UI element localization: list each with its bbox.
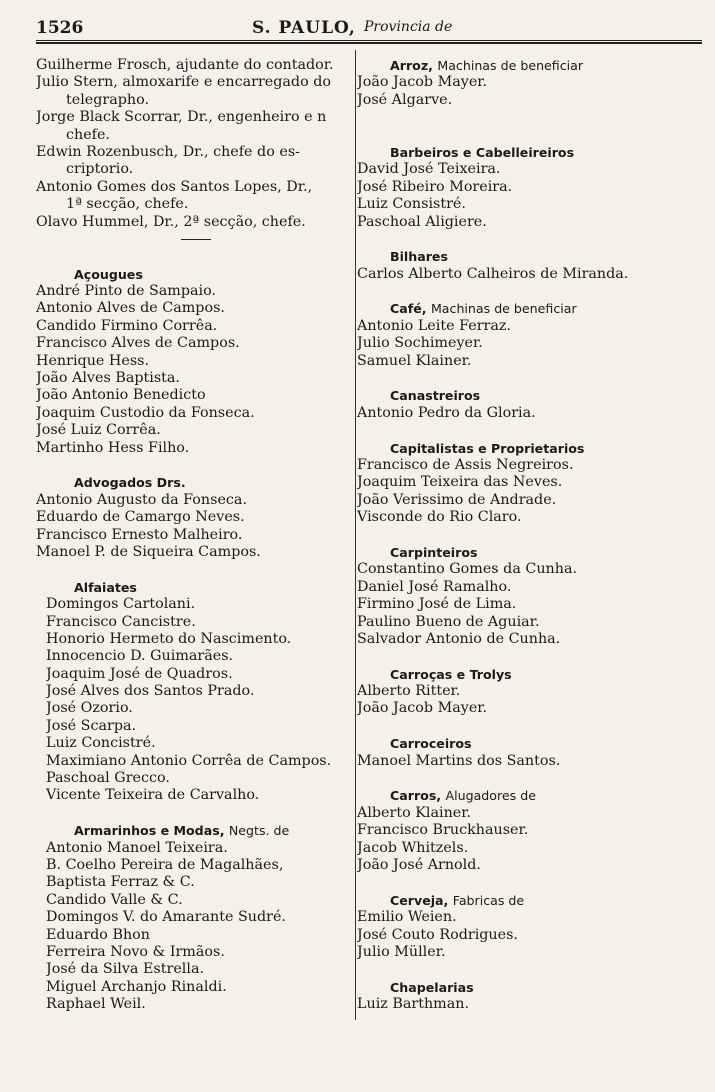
directory-entry: B. Coelho Pereira de Magalhães, (46, 856, 284, 873)
directory-entry: Joaquim Custodio da Fonseca. (36, 404, 255, 421)
section-heading-acougues: Açougues (74, 266, 143, 282)
section-heading-canastreiros: Canastreiros (390, 388, 481, 404)
directory-entry: Samuel Klainer. (357, 352, 472, 369)
directory-entry: David José Teixeira. (357, 161, 501, 178)
directory-entry: Francisco Bruckhauser. (357, 822, 529, 839)
section-heading-carpinteiros: Carpinteiros (390, 544, 478, 560)
directory-entry: Raphael Weil. (46, 996, 146, 1013)
directory-entry: Luiz Concistré. (46, 735, 156, 752)
directory-entry: Honorio Hermeto do Nascimento. (46, 630, 292, 647)
directory-entry: Carlos Alberto Calheiros de Miranda. (357, 265, 629, 282)
section-heading-capitalistas: Capitalistas e Proprietarios (390, 440, 585, 456)
directory-entry: José Algarve. (357, 91, 453, 108)
directory-entry: Luiz Consistré. (357, 196, 466, 213)
directory-entry: Antonio Leite Ferraz. (357, 317, 511, 334)
directory-entry: Baptista Ferraz & C. (46, 874, 195, 891)
directory-entry: Maximiano Antonio Corrêa de Campos. (46, 752, 332, 769)
directory-entry: José Alves dos Santos Prado. (46, 683, 255, 700)
section-heading-chapelarias: Chapelarias (390, 979, 474, 995)
directory-entry: Miguel Archanjo Rinaldi. (46, 978, 227, 995)
section-heading-alfaiates: Alfaiates (74, 579, 137, 595)
section-heading-armarinhos: Armarinhos e Modas, Negts. de (74, 823, 290, 839)
directory-entry: Firmino José de Lima. (357, 596, 517, 613)
directory-entry: Manoel P. de Siqueira Campos. (36, 543, 261, 560)
directory-entry: José Luiz Corrêa. (36, 422, 161, 439)
header-rule-thick (36, 42, 702, 44)
staff-entry-continuation: chefe. (66, 126, 110, 143)
section-heading-carrocas: Carroças e Trolys (390, 666, 512, 682)
directory-entry: João Antonio Benedicto (36, 387, 206, 404)
directory-entry: André Pinto de Sampaio. (36, 283, 217, 300)
directory-entry: Innocencio D. Guimarães. (46, 648, 234, 665)
directory-entry: Joaquim Teixeira das Neves. (357, 474, 563, 491)
directory-entry: Manoel Martins dos Santos. (357, 752, 561, 769)
directory-entry: João José Arnold. (357, 856, 481, 873)
directory-entry: Francisco Ernesto Malheiro. (36, 526, 243, 543)
right-column (357, 57, 677, 1013)
page-title: S. PAULO, (252, 18, 356, 38)
directory-entry: Ferreira Novo & Irmãos. (46, 943, 225, 960)
directory-entry: Alberto Ritter. (357, 683, 461, 700)
directory-entry: Alberto Klainer. (357, 804, 472, 821)
section-heading-advogados: Advogados Drs. (74, 475, 186, 491)
staff-entry: Guilherme Frosch, ajudante do contador. (36, 57, 334, 73)
section-heading-cafe: Café, Machinas de beneficiar (390, 301, 577, 317)
directory-entry: Paschoal Aligiere. (357, 213, 487, 230)
directory-entry: João Alves Baptista. (36, 370, 180, 387)
directory-entry: Jacob Whitzels. (357, 839, 469, 856)
directory-entry: Julio Müller. (357, 943, 446, 960)
directory-entry: Antonio Pedro da Gloria. (357, 404, 536, 421)
directory-entry: Luiz Barthman. (357, 996, 470, 1013)
directory-entry: José Ozorio. (46, 700, 133, 717)
directory-entry: Vicente Teixeira de Carvalho. (46, 787, 260, 804)
staff-entry: Julio Stern, almoxarife e encarregado do (36, 74, 331, 91)
directory-entry: Paulino Bueno de Aguiar. (357, 613, 540, 630)
directory-entry: João Jacob Mayer. (357, 700, 488, 717)
directory-entry: Francisco Alves de Campos. (36, 335, 240, 352)
directory-entry: Julio Sochimeyer. (357, 335, 483, 352)
section-heading-bilhares: Bilhares (390, 249, 448, 265)
directory-entry: Paschoal Grecco. (46, 770, 170, 787)
directory-entry: Antonio Augusto da Fonseca. (36, 491, 247, 508)
page-header (36, 18, 702, 42)
directory-entry: José Couto Rodrigues. (357, 926, 518, 943)
directory-entry: Antonio Alves de Campos. (36, 300, 225, 317)
header-rule (36, 40, 702, 41)
directory-entry: Candido Firmino Corrêa. (36, 317, 218, 334)
page-number: 1526 (36, 18, 84, 38)
directory-entry: Salvador Antonio de Cunha. (357, 630, 561, 647)
directory-entry: Francisco de Assis Negreiros. (357, 456, 574, 473)
directory-entry: Domingos V. do Amarante Sudré. (46, 909, 286, 926)
directory-entry: José Scarpa. (46, 717, 137, 734)
staff-entry: Olavo Hummel, Dr., 2ª secção, chefe. (36, 213, 306, 230)
directory-entry: João Verissimo de Andrade. (357, 491, 557, 508)
staff-entry: Edwin Rozenbusch, Dr., chefe do es- (36, 143, 300, 160)
section-heading-cerveja: Cerveja, Fabricas de (390, 892, 525, 908)
section-heading-carroceiros: Carroceiros (390, 736, 472, 752)
column-divider (355, 50, 356, 1020)
staff-entry-continuation: 1ª secção, chefe. (66, 196, 189, 213)
directory-entry: Emilio Weien. (357, 909, 457, 926)
directory-entry: Domingos Cartolani. (46, 596, 196, 613)
directory-entry: Antonio Manoel Teixeira. (46, 839, 228, 856)
directory-entry: Joaquim José de Quadros. (46, 665, 233, 682)
section-heading-arroz: Arroz, Machinas de beneficiar (390, 58, 584, 73)
directory-entry: João Jacob Mayer. (357, 74, 488, 91)
directory-entry: Candido Valle & C. (46, 891, 183, 908)
directory-entry: Daniel José Ramalho. (357, 578, 512, 595)
directory-entry: Visconde do Rio Claro. (357, 509, 522, 526)
directory-entry: José da Silva Estrella. (46, 961, 205, 978)
directory-entry: Francisco Cancistre. (46, 613, 196, 630)
staff-entry: Jorge Black Scorrar, Dr., engenheiro e n (36, 109, 327, 126)
directory-entry: Constantino Gomes da Cunha. (357, 561, 578, 578)
section-heading-carros: Carros, Alugadores de (390, 788, 536, 804)
staff-entry-continuation: criptorio. (66, 161, 134, 178)
left-column (36, 57, 352, 1013)
directory-entry: Martinho Hess Filho. (36, 439, 190, 456)
page-province-label: Provincia de (364, 19, 453, 35)
section-separator (36, 231, 352, 248)
directory-entry: Henrique Hess. (36, 352, 150, 369)
directory-entry: José Ribeiro Moreira. (357, 178, 513, 195)
staff-entry-continuation: telegrapho. (66, 91, 150, 108)
directory-entry: Eduardo de Camargo Neves. (36, 509, 245, 526)
section-heading-barbeiros: Barbeiros e Cabelleireiros (390, 144, 575, 160)
directory-entry: Eduardo Bhon (46, 926, 150, 943)
staff-entry: Antonio Gomes dos Santos Lopes, Dr., (36, 178, 313, 195)
